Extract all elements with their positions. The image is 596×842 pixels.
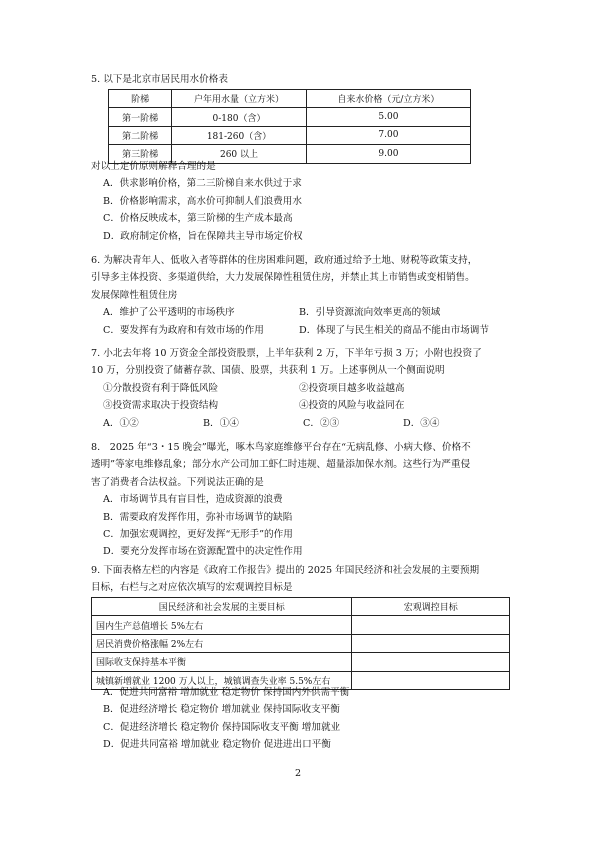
q5-question: 对以上定价原则解释合理的是 — [91, 161, 216, 172]
q5-option-d: D．政府制定价格，旨在保障共主导市场定价权 — [103, 230, 303, 242]
q5-option-a: A．供求影响价格，第二三阶梯自来水供过于求 — [103, 178, 302, 190]
q8-line: 透明”等家电维修乱象；部分水产公司加工虾仁时违规、超量添加保水剂。这些行为严重侵 — [91, 459, 471, 471]
q7-block — [91, 345, 503, 432]
q5-stem — [91, 71, 228, 88]
q9-cell-goal: 国内生产总值增长 5%左右 — [92, 616, 352, 634]
q6-options-row-1 — [91, 304, 489, 321]
q6-option-c: C．要发挥有为政府和有效市场的作用 — [103, 324, 264, 336]
q6-option-a: A．维护了公平透明的市场秩序 — [103, 307, 235, 319]
q6-option-d: D．体现了与民生相关的商品不能由市场调节 — [299, 324, 489, 336]
q5-option-b: B．价格影响需求，高水价可抑制人们浪费用水 — [103, 195, 302, 207]
q9-stem — [91, 562, 479, 597]
q9-option-d: D．促进共同富裕 增加就业 稳定物价 促进进出口平衡 — [103, 739, 331, 751]
q5-body — [91, 158, 303, 245]
q8-option-b: B．需要政府发挥作用，弥补市场调节的缺陷 — [103, 511, 293, 523]
table-row — [109, 126, 471, 144]
q9-cell-goal: 国际收支保持基本平衡 — [92, 653, 352, 671]
table-row — [92, 653, 510, 671]
q5-th-tier: 阶梯 — [109, 90, 172, 108]
q5-cell-price: 7.00 — [306, 126, 470, 144]
q7-option-d: D．③④ — [403, 417, 440, 429]
q9-th-macro: 宏观调控目标 — [352, 598, 510, 616]
q5-cell-volume: 260 以上 — [172, 145, 307, 163]
q5-th-price: 自来水价格（元/立方米） — [306, 90, 470, 108]
q9-line: 9. 下面表格左栏的内容是《政府工作报告》提出的 2025 年国民经济和社会发展的主要预期 — [91, 565, 480, 576]
q5-option-c: C．价格反映成本，第三阶梯的生产成本最高 — [103, 213, 293, 225]
q5-cell-tier: 第二阶梯 — [109, 126, 172, 144]
q7-line: 10 万，分别投资了储蓄存款、国债、股票，共获利 1 万。上述事例从一个侧面说明 — [91, 365, 445, 377]
page-number: 2 — [294, 768, 302, 779]
q6-options-row-2 — [91, 322, 489, 339]
table-row — [92, 616, 510, 634]
q9-cell-macro — [352, 634, 510, 652]
q7-statement-2: ②投资项目越多收益越高 — [299, 382, 405, 394]
q7-statement-4: ④投资的风险与收益同在 — [299, 400, 405, 412]
q9-options — [103, 684, 349, 754]
q7-option-b: B．①④ — [203, 417, 239, 429]
q8-block — [91, 439, 471, 561]
q5-stem-text: 5. 以下是北京市居民用水价格表 — [91, 74, 228, 85]
q7-statement-1: ①分散投资有利于降低风险 — [103, 382, 219, 394]
q8-line: 8. 2025 年“3・15 晚会”曝光，啄木鸟家庭维修平台存在“无病乱修、小病大修、价格不 — [91, 442, 471, 453]
q9-cell-goal: 居民消费价格涨幅 2%左右 — [92, 634, 352, 652]
q9-cell-macro — [352, 616, 510, 634]
q5-cell-price: 5.00 — [306, 108, 470, 126]
q5-th-volume: 户年用水量（立方米） — [172, 90, 307, 108]
q6-line: 引导多主体投资、多渠道供给，大力发展保障性租赁住房，并禁止其上市销售或变相销售。 — [91, 272, 475, 284]
q6-block — [91, 252, 489, 339]
table-row — [92, 634, 510, 652]
table-row — [109, 108, 471, 126]
q5-cell-tier: 第三阶梯 — [109, 145, 172, 163]
q8-option-a: A．市场调节具有盲目性，造成资源的浪费 — [103, 494, 283, 506]
q7-option-c: C．②③ — [303, 417, 340, 429]
q9-cell-goal: 城镇新增就业 1200 万人以上，城镇调查失业率 5.5%左右 — [92, 671, 352, 689]
q6-line: 发展保障性租赁住房 — [91, 289, 178, 301]
q9-line: 目标，右栏与之对应依次填写的宏观调控目标是 — [91, 582, 293, 594]
q9-option-a: A．促进共同富裕 增加就业 稳定物价 保持国内外供需平衡 — [103, 687, 350, 698]
q6-option-b: B．引导资源流向效率更高的领域 — [299, 307, 441, 319]
q9-option-b: B．促进经济增长 稳定物价 增加就业 保持国际收支平衡 — [103, 704, 340, 716]
q9-th-goals: 国民经济和社会发展的主要目标 — [92, 598, 352, 616]
q7-option-a: A．①② — [103, 417, 139, 429]
q8-option-c: C．加强宏观调控，更好发挥“无形手”的作用 — [103, 528, 293, 540]
q9-option-c: C．促进经济增长 稳定物价 保持国际收支平衡 增加就业 — [103, 721, 341, 733]
q7-statement-3: ③投资需求取决于投资结构 — [103, 400, 219, 412]
q9-cell-macro — [352, 653, 510, 671]
q5-cell-volume: 0-180（含） — [172, 108, 307, 126]
q7-statements-row-2 — [91, 397, 503, 414]
q7-statements-row-1 — [91, 380, 503, 397]
q8-option-d: D．要充分发挥市场在资源配置中的决定性作用 — [103, 546, 303, 558]
q5-cell-volume: 181-260（含） — [172, 126, 307, 144]
q9-cell-macro — [352, 671, 510, 689]
q5-cell-tier: 第一阶梯 — [109, 108, 172, 126]
q5-price-table — [108, 89, 471, 164]
q7-options-row — [91, 415, 503, 432]
q7-line: 7. 小北去年将 10 万资金全部投资股票，上半年获利 2 万，下半年亏损 3 万；小附也投资了 — [91, 348, 482, 359]
q6-line: 6. 为解决青年人、低收入者等群体的住房困难问题，政府通过给予土地、财税等政策支持， — [91, 255, 478, 266]
q5-cell-price: 9.00 — [306, 145, 470, 163]
q8-line: 害了消费者合法权益。下列说法正确的是 — [91, 476, 264, 488]
q5-table-header-row — [109, 90, 471, 108]
q9-table-header-row — [92, 598, 510, 616]
q9-goals-table — [91, 597, 510, 690]
